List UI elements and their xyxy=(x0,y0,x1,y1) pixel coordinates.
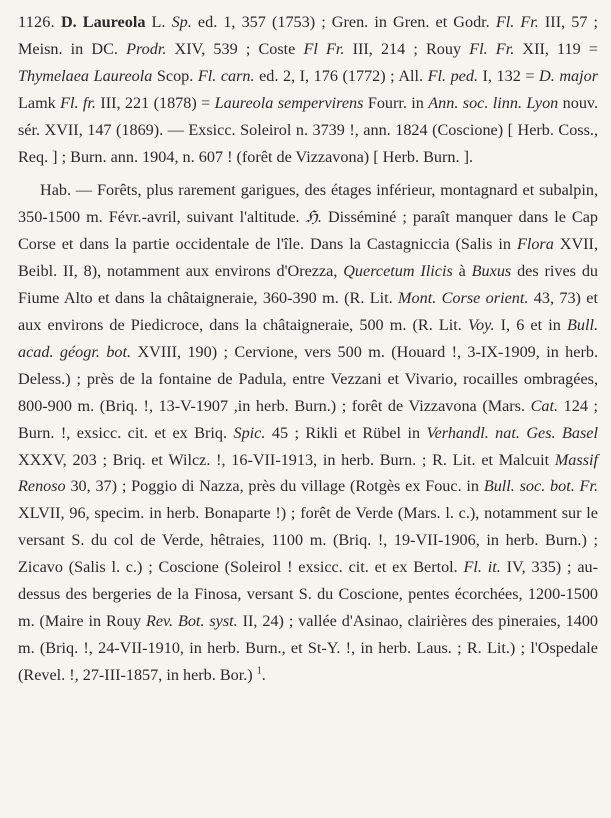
exsiccata-text: nouv. sér. XVII, 147 (1869). — Exsicc. Soleirol n. 3739 !, ann. 1824 (Coscione) [ Herb. Coss., Req. ] ; Burn. ann. 1904, n. 607 ! (forêt de Vizzavona) [ Herb. Burn. ]. xyxy=(18,93,599,166)
synonymy-paragraph: 1126. D. Laureola L. Sp. ed. 1, 357 (1753) ; Gren. in Gren. et Godr. Fl. Fr. III, 57 ; Meisn. in DC. Prodr. XIV, 539 ; Coste Fl Fr. III, 214 ; Rouy Fl. Fr. XII, 119 = Thymelaea Laureola Scop. Fl. carn. ed. 2, I, 176 (1772) ; All. Fl. ped. I, 132 = D. major Lamk Fl. fr. III, 221 (1878) = Laureola sempervirens Fourr. in Ann. soc. linn. Lyon nouv. sér. XVII, 147 (1869). — Exsicc. Soleirol n. 3739 !, ann. 1824 (Coscione) [ Herb. Coss., Req. ] ; Burn. ann. 1904, n. 607 ! (forêt de Vizzavona) [ Herb. Burn. ]. xyxy=(18,13,599,166)
shrub-symbol: ℌ. xyxy=(305,208,322,227)
synonym-d-major: D. major xyxy=(539,66,598,85)
synonym-thymelaea: Thymelaea Laureola xyxy=(18,66,153,85)
species-number: 1126. xyxy=(18,13,55,31)
habitat-intro: Hab. — Forêts, plus rarement garigues, des étages inférieur, montagnard et subalpin, 350-1500 m. Févr.-avril, suivant l'altitude. xyxy=(18,181,598,227)
habitat-paragraph: Hab. — Forêts, plus rarement garigues, des étages inférieur, montagnard et subalpin, 350-1500 m. Févr.-avril, suivant l'altitude. ℌ. Disséminé ; paraît manquer dans le Cap Corse et dans la partie occidentale de l'île. Dans la Castagniccia (Salis in Flora XVII, Beibl. II, 8), notamment aux environs d'Orezza, Quercetum Ilicis à Buxus des rives du Fiume Alto et dans la châtaigneraie, 360-390 m. (R. Lit. Mont. Corse orient. 43, 73) et aux environs de Piedicroce, dans la châtaigneraie, 500 m. (R. Lit. Voy. I, 6 et in Bull. acad. géogr. bot. XVIII, 190) ; Cervione, vers 500 m. (Houard !, 3-IX-1909, in herb. Deless.) ; près de la fontaine de Padula, entre Vezzani et Vivario, rocailles ombragées, 800-900 m. (Briq. !, 13-V-1907 ,in herb. Burn.) ; forêt de Vizzavona (Mars. Cat. 124 ; Burn. !, exsicc. cit. et ex Briq. Spic. 45 ; Rikli et Rübel in Verhandl. nat. Ges. Basel XXXV, 203 ; Briq. et Wilcz. !, 16-VII-1913, in herb. Burn. ; R. Lit. et Malcuit Massif Renoso 30, 37) ; Poggio di Nazza, près du village (Rotgès ex Fouc. in Bull. soc. bot. Fr. XLVII, 96, specim. in herb. Bonaparte !) ; forêt de Verde (Mars. l. c.), notamment sur le versant S. du col de Verde, hêtraies, 1100 m. (Briq. !, 19-VII-1906, in herb. Burn.) ; Zicavo (Salis l. c.) ; Coscione (Soleirol ! exsicc. cit. et ex Bertol. Fl. it. IV, 335) ; au-dessus des bergeries de la Finosa, versant S. du Coscione, pentes écorchées, 1200-1500 m. (Maire in Rouy Rev. Bot. syst. II, 24) ; vallée d'Asinao, clairières des pineraies, 1400 m. (Briq. !, 24-VII-1910, in herb. Burn., et St-Y. !, in herb. Laus. ; R. Lit.) ; l'Ospedale (Revel. !, 27-III-1857, in herb. Bor.) $^1$. xyxy=(18,181,599,684)
species-name: D. Laureola xyxy=(60,13,146,31)
synonym-laureola: Laureola sempervirens xyxy=(214,93,364,112)
footnote-marker[interactable]: 1 xyxy=(256,665,262,677)
